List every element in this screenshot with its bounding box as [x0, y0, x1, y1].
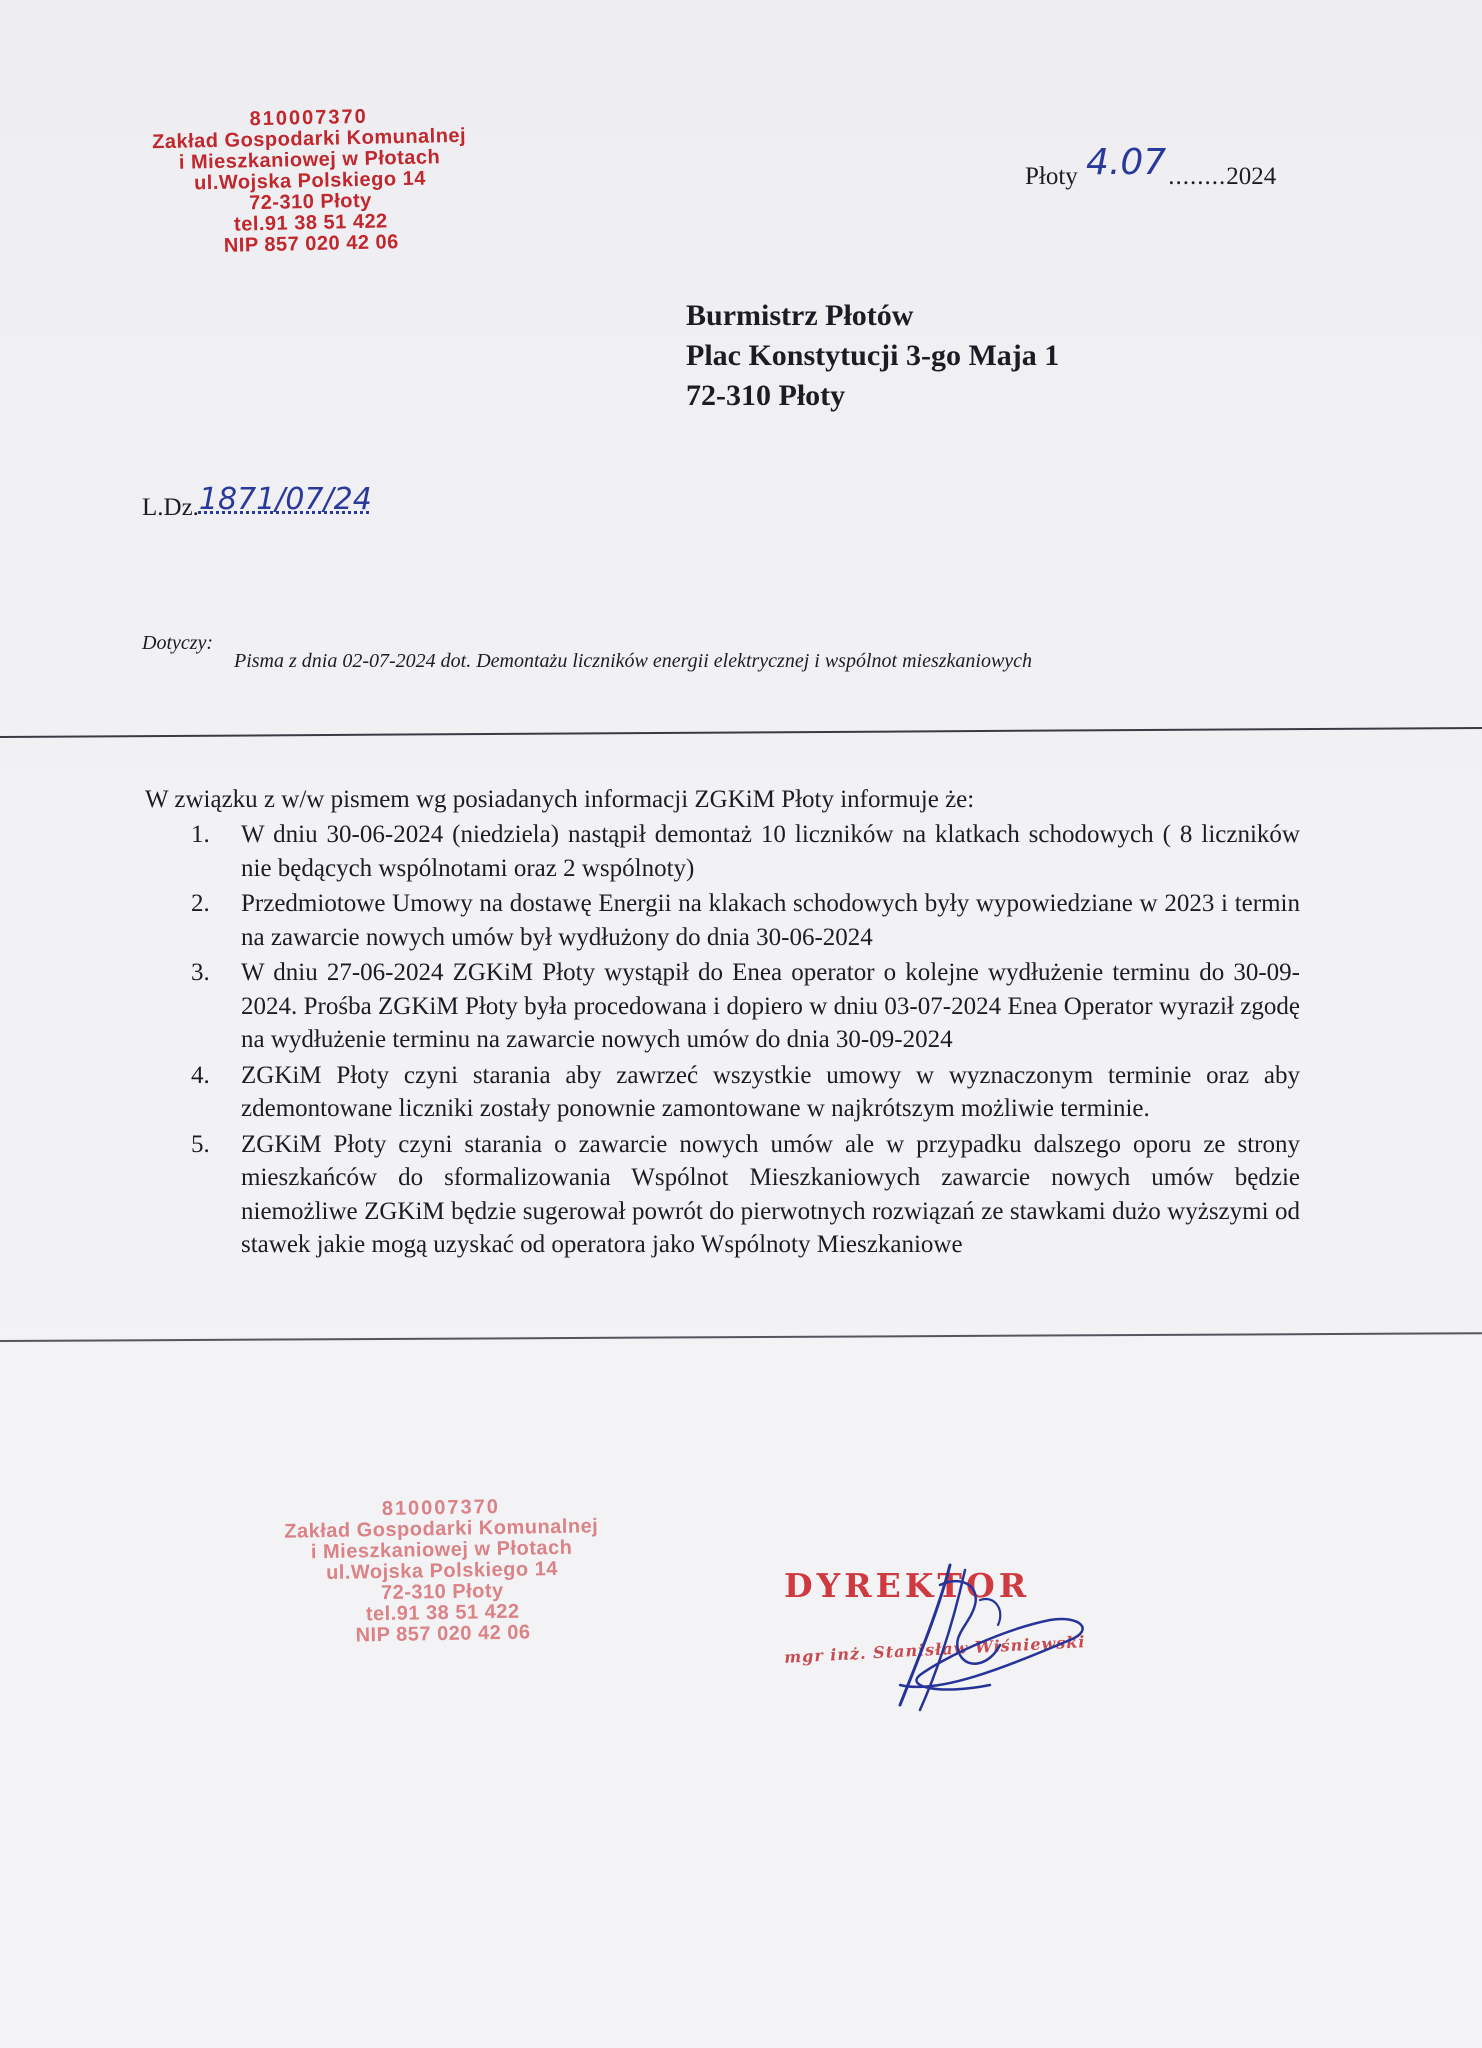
- stamp-regon: 810007370: [249, 105, 368, 131]
- stamp-line-6: NIP 857 020 42 06: [355, 1621, 531, 1647]
- reference-label: L.Dz.: [142, 494, 199, 521]
- list-item-number: 5.: [191, 1130, 210, 1158]
- list-item: [185, 818, 1300, 885]
- list-item-text: ZGKiM Płoty czyni starania o zawarcie nowych umów ale w przypadku dalszego oporu ze strony mieszkańców do sformalizowania Wspólnot Mieszkaniowych zawarcie nowych umów będzie niemożliwe ZGKiM będzie sugerował powrót do pierwotnych rozwiązań ze stawkami dużo wyższymi od stawek jakie mogą uzyskać od operatora jako Wspólnoty Mieszkaniowe: [241, 1130, 1300, 1258]
- stamp-line-1: Zakład Gospodarki Komunalnej: [284, 1515, 599, 1543]
- list-item-text: W dniu 27-06-2024 ZGKiM Płoty wystąpił do Enea operator o kolejne wydłużenie terminu do 30-09-2024. Prośba ZGKiM Płoty była procedowana i dopiero w dniu 03-07-2024 Enea Operator wyraził zgodę na wydłużenie terminu na zawarcie nowych umów do dnia 30-09-2024: [241, 959, 1300, 1053]
- stamp-regon: 810007370: [381, 1495, 501, 1521]
- stamp-line-2: i Mieszkaniowej w Płotach: [178, 146, 441, 174]
- list-item: [185, 956, 1300, 1057]
- body-intro: W związku z w/w pismem wg posiadanych informacji ZGKiM Płoty informuje że:: [145, 786, 975, 813]
- stamp-line-2: i Mieszkaniowej w Płotach: [310, 1536, 573, 1564]
- place-name: Płoty: [1025, 163, 1078, 190]
- handwritten-reference: 1871/07/24: [198, 482, 372, 517]
- fold-line: [0, 727, 1482, 738]
- list-item: [185, 1059, 1300, 1126]
- list-item-text: Przedmiotowe Umowy na dostawę Energii na klakach schodowych były wypowiedziane w 2023 i termin na zawarcie nowych umów był wydłużony do dnia 30-06-2024: [241, 890, 1300, 951]
- place-date: [1025, 142, 1277, 193]
- company-stamp-bottom: [231, 1494, 654, 1648]
- list-item-number: 4.: [191, 1061, 210, 1089]
- stamp-line-6: NIP 857 020 42 06: [223, 231, 399, 257]
- fold-line-2: [0, 1332, 1482, 1341]
- stamp-line-5: tel.91 38 51 422: [365, 1600, 520, 1626]
- subject-text: Pisma z dnia 02-07-2024 dot. Demontażu liczników energii elektrycznej i wspólnot mieszkaniowych: [234, 650, 1033, 672]
- list-item-number: 2.: [191, 890, 210, 917]
- director-stamp-title: DYREKTOR: [784, 1566, 1031, 1605]
- handwritten-signature: [880, 1545, 1100, 1715]
- handwritten-date: 4.07: [1086, 142, 1167, 183]
- list-item: [185, 1128, 1300, 1262]
- reference-number: [142, 482, 372, 523]
- subject-label: Dotyczy:: [142, 632, 214, 654]
- stamp-line-3: ul.Wojska Polskiego 14: [325, 1557, 559, 1585]
- list-item: [185, 887, 1300, 954]
- numbered-list: [185, 818, 1300, 1264]
- director-stamp-name: mgr inż. Stanisław Wiśniewski: [783, 1632, 1086, 1667]
- list-item-number: 3.: [191, 959, 210, 986]
- date-dots: ........: [1168, 163, 1227, 190]
- list-item-text: ZGKiM Płoty czyni starania aby zawrzeć wszystkie umowy w wyznaczonym terminie oraz aby zdemontowane liczniki zostały ponownie zamontowane w najkrótszym możliwie terminie.: [241, 1061, 1300, 1122]
- addressee-line-1: Burmistrz Płotów: [686, 299, 914, 332]
- stamp-line-1: Zakład Gospodarki Komunalnej: [151, 124, 467, 154]
- list-item-text: W dniu 30-06-2024 (niedziela) nastąpił demontaż 10 liczników na klatkach schodowych ( 8 liczników nie będących wspólnotami oraz 2 wspólnoty): [241, 821, 1300, 882]
- addressee-block: [686, 296, 1059, 416]
- stamp-line-3: ul.Wojska Polskiego 14: [193, 167, 427, 195]
- addressee-line-3: 72-310 Płoty: [686, 379, 846, 412]
- stamp-line-5: tel.91 38 51 422: [233, 210, 388, 236]
- stamp-line-4: 72-310 Płoty: [248, 189, 373, 215]
- list-item-number: 1.: [191, 821, 210, 848]
- date-year: 2024: [1226, 163, 1277, 190]
- addressee-line-2: Plac Konstytucji 3-go Maja 1: [686, 339, 1060, 372]
- stamp-line-4: 72-310 Płoty: [380, 1579, 504, 1605]
- company-stamp-top: [99, 104, 522, 260]
